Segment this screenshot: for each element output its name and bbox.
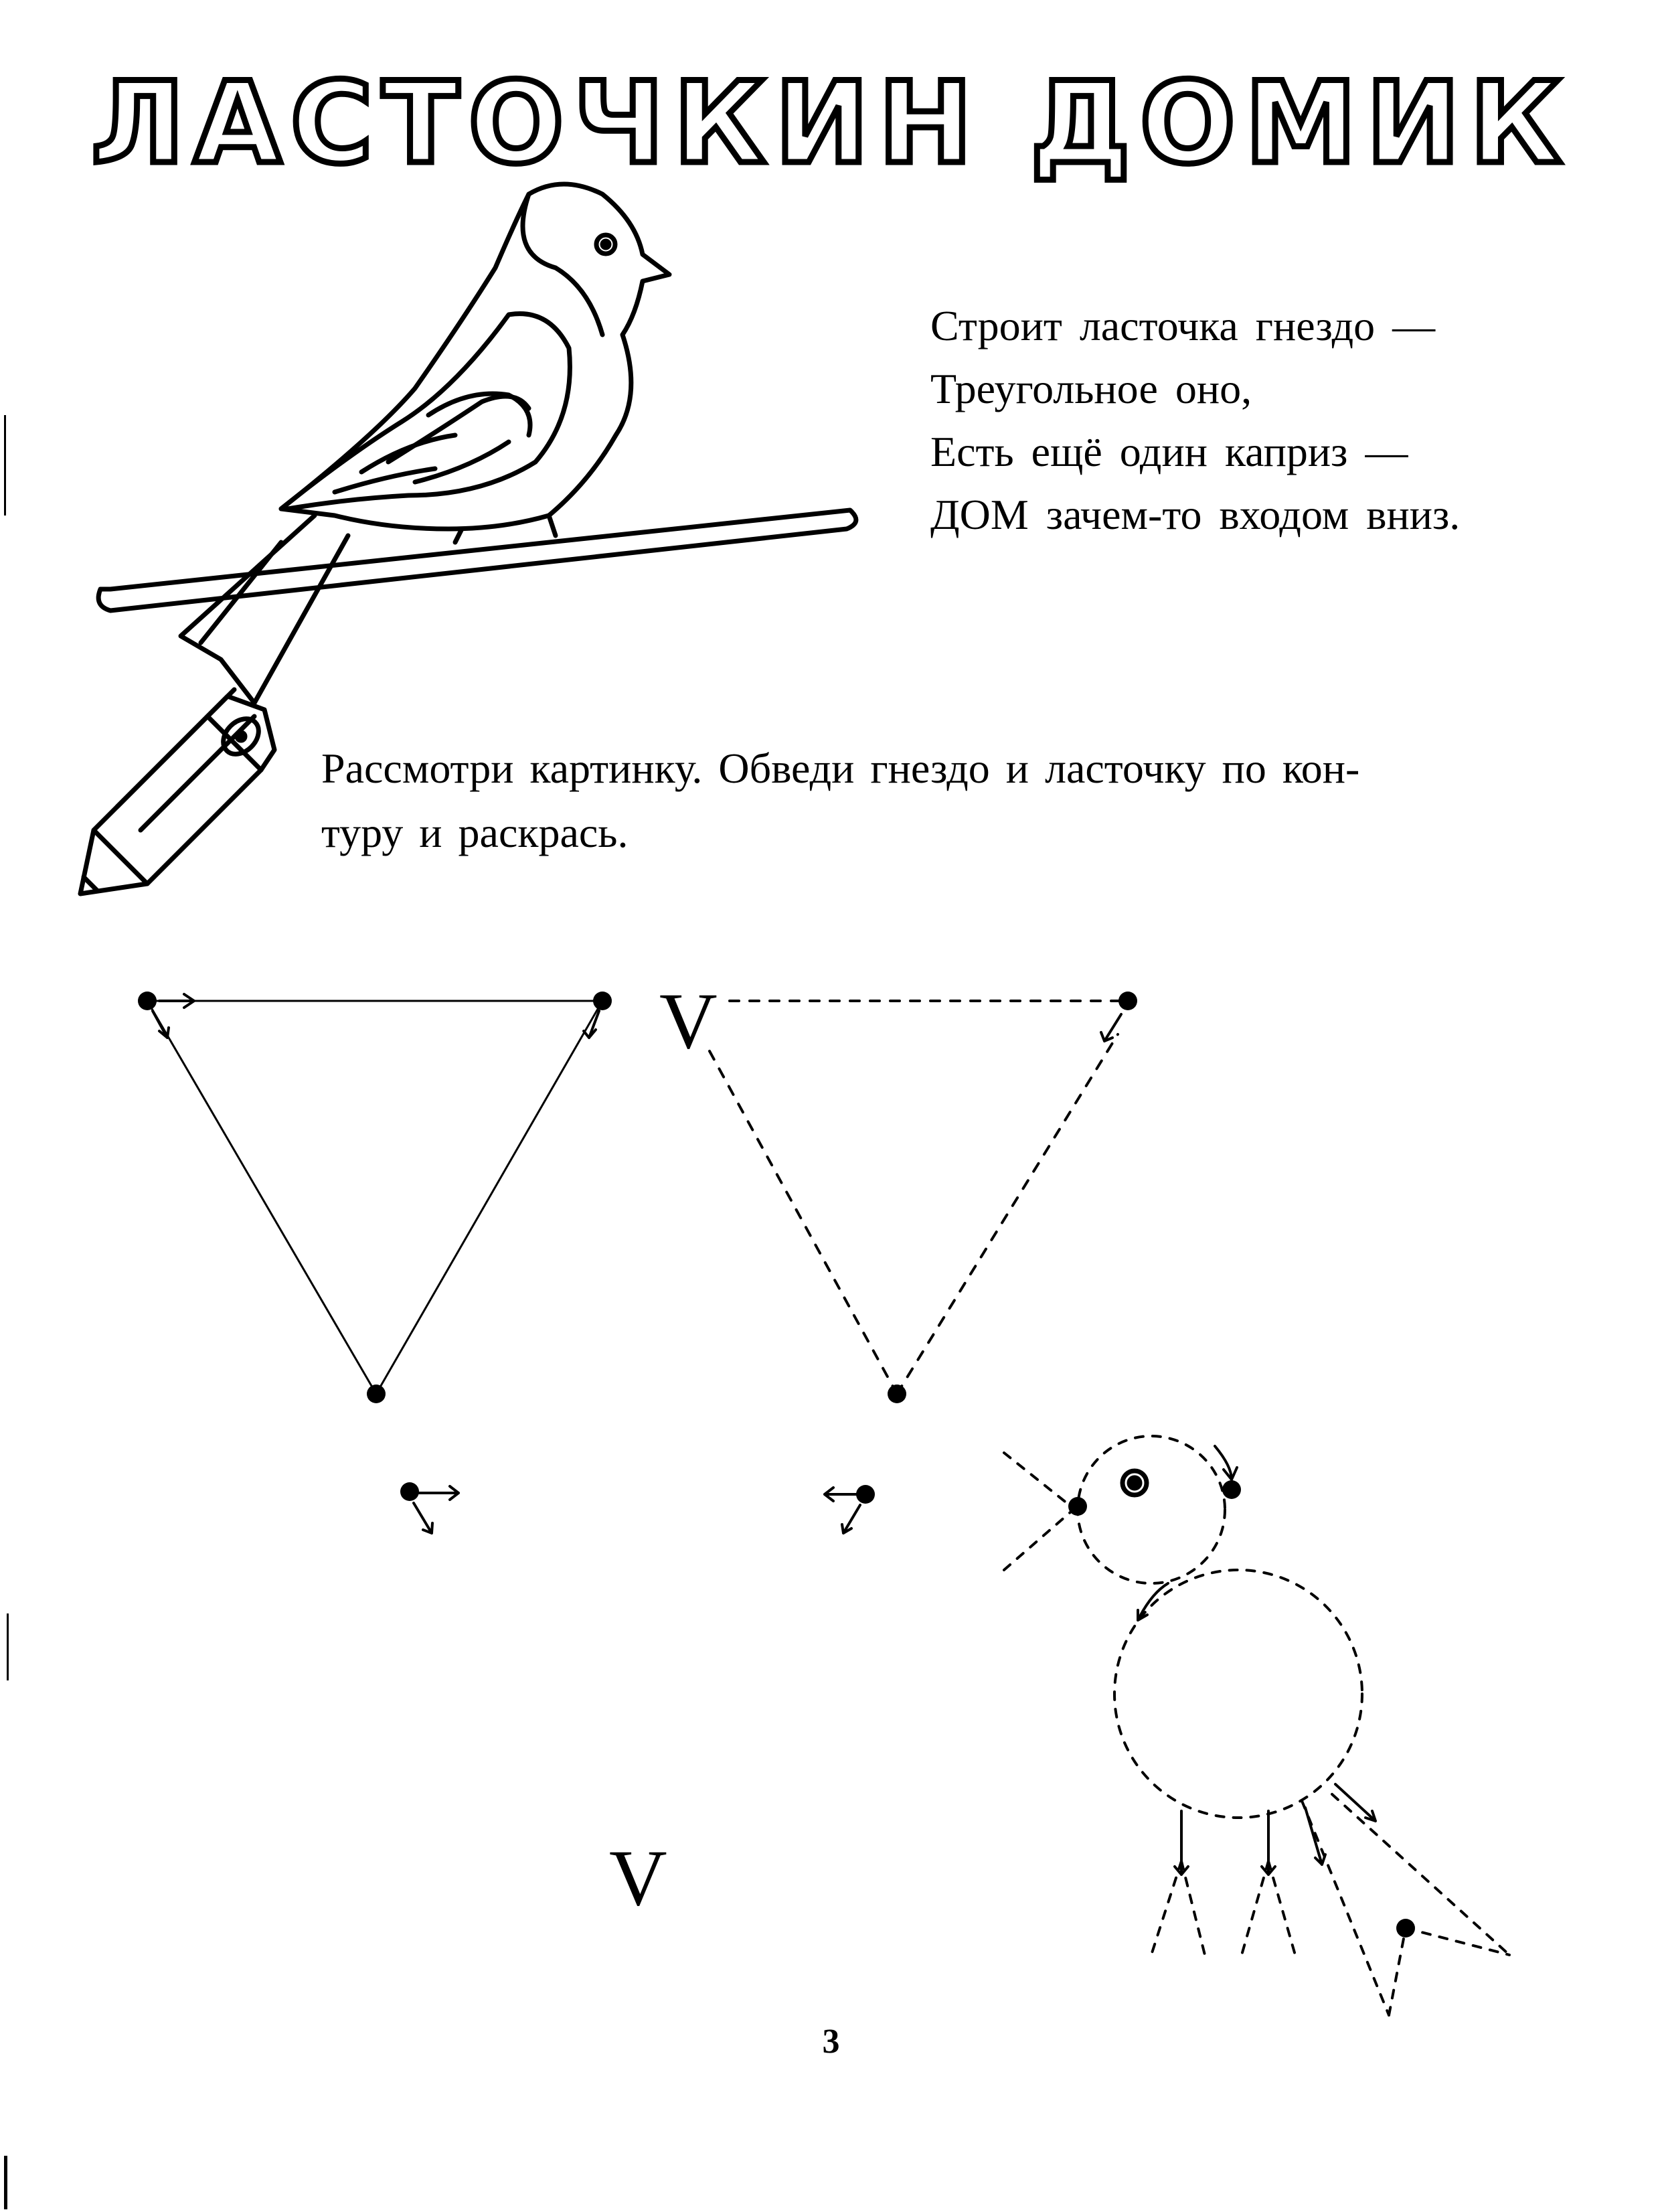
check-mark-top: V <box>659 976 718 1065</box>
pencil-icon <box>80 690 274 894</box>
page-title: ЛАСТОЧКИН ДОМИК <box>91 58 1571 189</box>
scan-noise <box>4 415 9 2209</box>
triangle-nest-solid <box>138 992 612 1533</box>
poem-line: Есть ещё один каприз — <box>930 428 1408 475</box>
triangle-nest-dotted <box>710 1001 1128 1394</box>
poem <box>930 295 1460 546</box>
page-number: 3 <box>822 2023 840 2061</box>
poem-line: Треугольное оно, <box>930 365 1252 412</box>
poem-line: Строит ласточка гнездо — <box>930 302 1436 349</box>
check-mark-bottom: V <box>609 1833 667 1922</box>
dotted-bird-outline <box>1004 1436 1509 2015</box>
instruction-text <box>321 736 1540 865</box>
instruction-line: туру и раскрась. <box>321 809 629 856</box>
instruction-line: Рассмотри картинку. Обведи гнездо и ласточку по кон- <box>321 744 1360 792</box>
swallow-on-branch-icon <box>98 184 856 703</box>
poem-line: ДОМ зачем-то входом вниз. <box>930 491 1461 538</box>
